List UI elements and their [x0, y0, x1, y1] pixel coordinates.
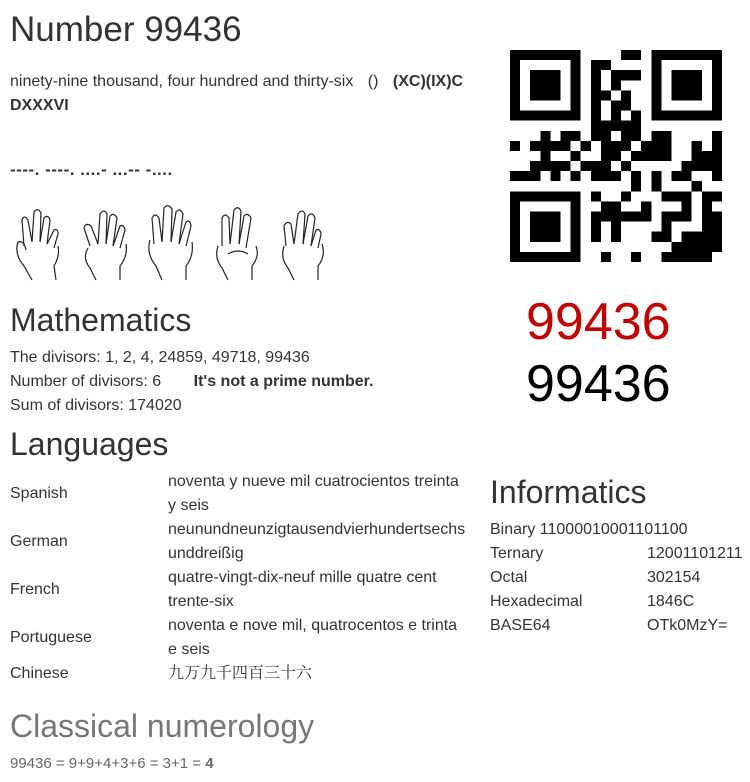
informatics-row — [490, 590, 743, 614]
divisors-list: The divisors: 1, 2, 4, 24859, 49718, 99436 — [10, 349, 310, 366]
informatics-value: 12001101211 — [647, 545, 743, 562]
qr-code — [510, 50, 722, 267]
hand-sign-icon — [76, 202, 134, 284]
translation-line2: trente-six — [168, 593, 234, 610]
informatics-value: OTk0MzY= — [647, 617, 728, 634]
prime-status: It's not a prime number. — [193, 373, 374, 390]
translation-line1: 九万九千四百三十六 — [168, 665, 313, 682]
informatics-key: BASE64 — [490, 617, 551, 634]
language-translation — [168, 566, 468, 614]
roman-numeral-line2: DXXXVI — [10, 97, 69, 114]
translation-line1: noventa e nove mil, quatrocentos e trinta — [168, 617, 458, 634]
numerology-expression: 99436 = 9+9+4+3+6 = 3+1 = — [10, 755, 206, 772]
language-row — [10, 614, 468, 662]
languages-heading: Languages — [10, 426, 169, 462]
language-row — [10, 470, 468, 518]
divisors-count-row — [10, 370, 490, 394]
translation-line1: noventa y nueve mil cuatrocientos treinta — [168, 473, 459, 490]
number-black-display: 99436 — [526, 355, 671, 413]
words-text: ninety-nine thousand, four hundred and thirty-six — [10, 73, 354, 90]
page-title: Number 99436 — [10, 10, 242, 49]
language-name: Chinese — [10, 665, 69, 682]
numerology-result: 4 — [205, 755, 214, 772]
informatics-row — [490, 614, 743, 638]
informatics-key: Hexadecimal — [490, 593, 583, 610]
translation-line2: y seis — [168, 497, 209, 514]
informatics-row — [490, 542, 743, 566]
translation-line1: neunundneunzigtausendvierhundertsechs — [168, 521, 466, 538]
language-row — [10, 662, 468, 686]
binary-value: Binary 11000010001101100 — [490, 521, 688, 538]
informatics-key: Ternary — [490, 545, 544, 562]
language-name: Spanish — [10, 485, 68, 502]
language-name: French — [10, 581, 60, 598]
language-translation — [168, 614, 468, 662]
roman-numeral-line1: (XC)(IX)C — [392, 73, 464, 90]
hand-sign-icon — [10, 202, 68, 284]
language-row — [10, 566, 468, 614]
mathematics-section — [10, 346, 490, 418]
language-row — [10, 518, 468, 566]
informatics-value: 1846C — [647, 593, 695, 610]
language-name: German — [10, 533, 68, 550]
language-translation — [168, 518, 468, 566]
language-name: Portuguese — [10, 629, 92, 646]
number-words — [10, 70, 480, 118]
sign-language-hands — [10, 202, 330, 284]
hand-sign-icon — [208, 202, 266, 284]
hand-sign-icon — [274, 202, 332, 284]
number-red-display: 99436 — [526, 293, 671, 351]
translation-line2: unddreißig — [168, 545, 244, 562]
informatics-heading: Informatics — [490, 474, 647, 510]
numerology-line — [10, 755, 214, 772]
hand-sign-icon — [142, 202, 200, 284]
informatics-key: Octal — [490, 569, 528, 586]
morse-code: ----. ----. ....- ...-- -.... — [10, 160, 173, 179]
informatics-value: 302154 — [647, 569, 701, 586]
informatics-table — [490, 542, 743, 638]
divisors-sum: Sum of divisors: 174020 — [10, 397, 182, 414]
languages-table — [10, 470, 468, 686]
informatics-row — [490, 566, 743, 590]
numerology-heading: Classical numerology — [10, 708, 315, 744]
language-translation — [168, 470, 468, 518]
mathematics-heading: Mathematics — [10, 302, 192, 338]
translation-line2: e seis — [168, 641, 210, 658]
divisors-count: Number of divisors: 6 — [10, 373, 162, 390]
words-paren: () — [367, 73, 379, 90]
translation-line1: quatre-vingt-dix-neuf mille quatre cent — [168, 569, 437, 586]
language-translation — [168, 662, 468, 686]
